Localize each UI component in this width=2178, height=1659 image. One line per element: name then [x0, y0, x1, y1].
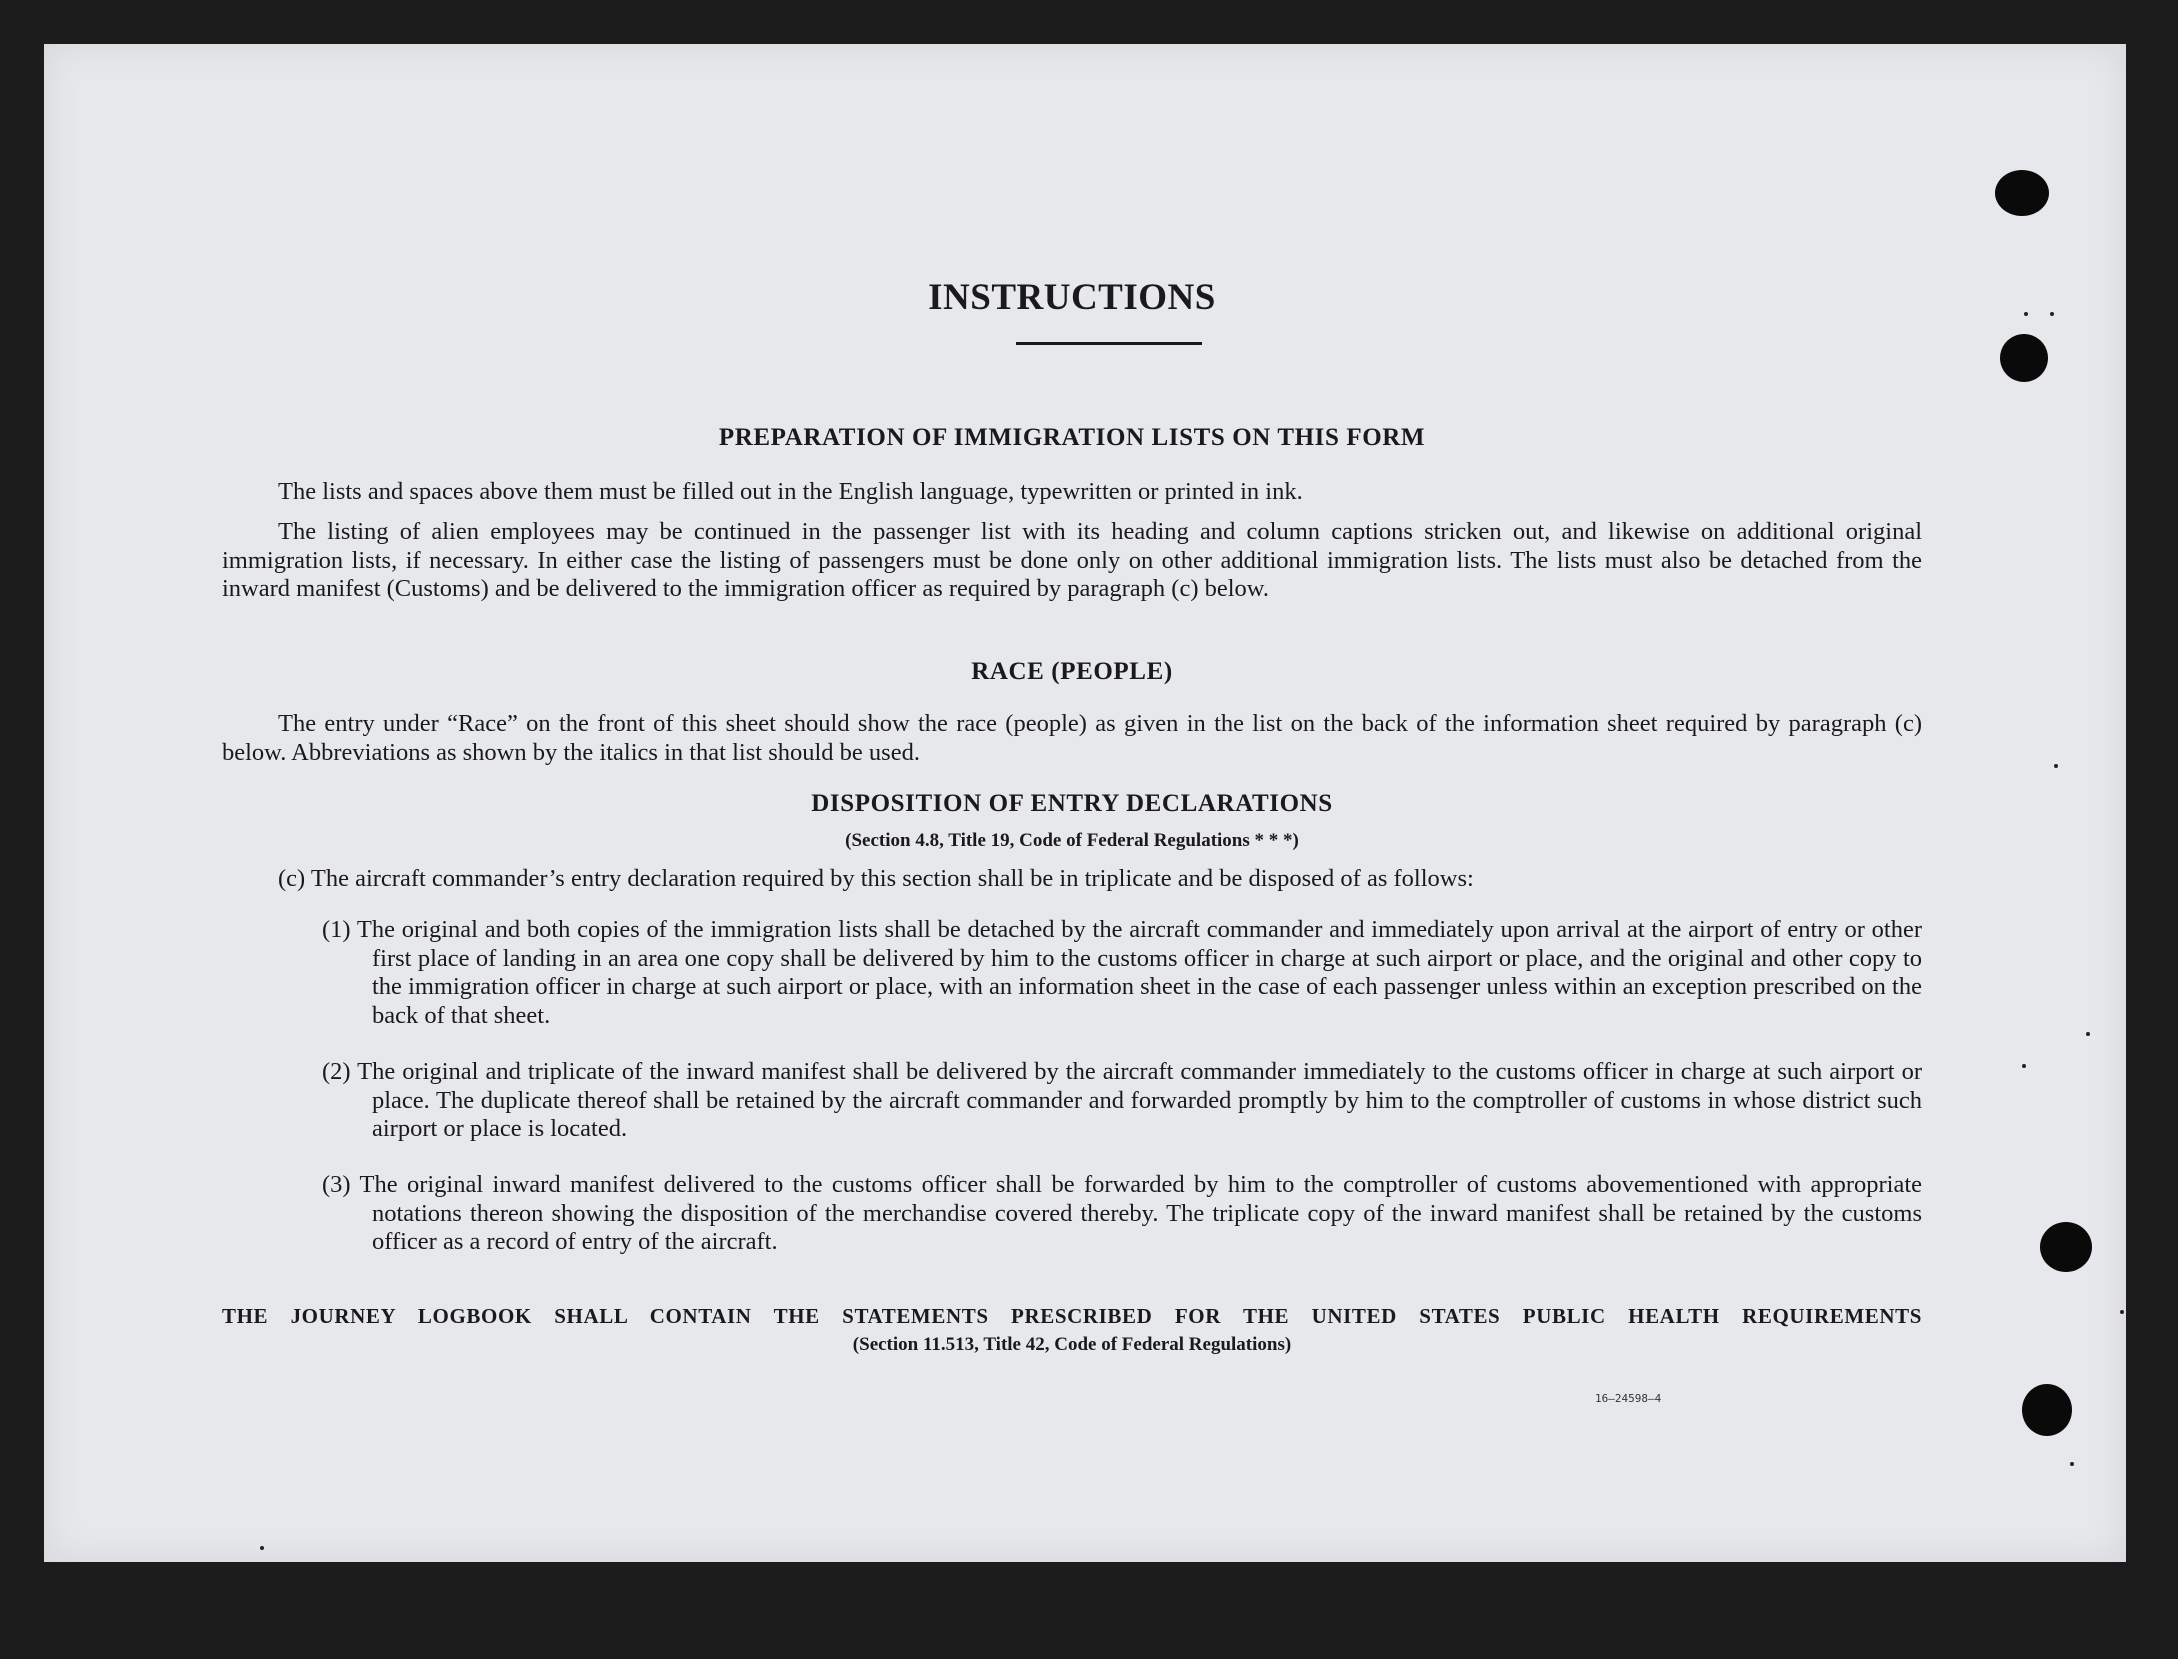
speck [2024, 312, 2028, 316]
list-item: (3) The original inward manifest delivered to the customs officer shall be forwarded by him to the comptroller of customs abovementioned with appropriate notations thereon showing the disposition of the merchandise covered thereby. The triplicate copy of the inward manifest shall be retained by the customs officer as a record of entry of the aircraft. [322, 1171, 1922, 1255]
form-number: 16—24598–4 [1595, 1392, 1662, 1405]
page-title: INSTRUCTIONS [928, 277, 1216, 318]
paragraph-language: The lists and spaces above them must be filled out in the English language, typewritten or printed in ink. [278, 478, 1303, 505]
punch-hole [2022, 1384, 2072, 1436]
footer-citation: (Section 11.513, Title 42, Code of Federal Regulations) [852, 1334, 1292, 1355]
punch-hole [1995, 170, 2049, 216]
document-page [44, 44, 2126, 1562]
section-heading-immigration-lists: PREPARATION OF IMMIGRATION LISTS ON THIS FORM [718, 424, 1426, 451]
punch-hole [2040, 1222, 2092, 1272]
paragraph-race: The entry under “Race” on the front of this sheet should show the race (people) as given in the list on the back of the information sheet required by paragraph (c) below. Abbreviations as shown by the italics in that list should be used. [222, 710, 1922, 766]
title-underline [1016, 342, 1202, 345]
speck [2086, 1032, 2090, 1036]
paragraph-c: (c) The aircraft commander’s entry declaration required by this section shall be in triplicate and be disposed of as follows: [278, 865, 1474, 892]
speck [2120, 1310, 2124, 1314]
list-item: (1) The original and both copies of the immigration lists shall be detached by the aircraft commander and immediately upon arrival at the airport of entry or other first place of landing in an area one copy shall be delivered by him to the customs officer in charge at such airport or place, and the original and other copy to the immigration officer in charge at such airport or place, with an information sheet in the case of each passenger unless within an exception prescribed on the back of that sheet. [322, 916, 1922, 1029]
speck [2070, 1462, 2074, 1466]
footer-health-requirements: THE JOURNEY LOGBOOK SHALL CONTAIN THE STATEMENTS PRESCRIBED FOR THE UNITED STATES PUBLIC HEALTH REQUIREMENTS [222, 1304, 1922, 1328]
speck [2054, 764, 2058, 768]
speck [2050, 312, 2054, 316]
section-heading-race: RACE (PEOPLE) [971, 658, 1173, 685]
section-citation: (Section 4.8, Title 19, Code of Federal Regulations * * *) [845, 830, 1299, 851]
list-item: (2) The original and triplicate of the inward manifest shall be delivered by the aircraft commander immediately to the customs officer in charge at such airport or place. The duplicate thereof shall be retained by the aircraft commander and forwarded promptly by him to the comptroller of customs in whose district such airport or place is located. [322, 1058, 1922, 1142]
paragraph-alien-employees: The listing of alien employees may be continued in the passenger list with its heading and column captions stricken out, and likewise on additional original immigration lists, if necessary. In either case the listing of passengers must be done only on other additional immigration lists. The lists must also be detached from the inward manifest (Customs) and be delivered to the immigration officer as required by paragraph (c) below. [222, 518, 1922, 602]
speck [260, 1546, 264, 1550]
section-heading-disposition: DISPOSITION OF ENTRY DECLARATIONS [811, 790, 1333, 817]
punch-hole [2000, 334, 2048, 382]
speck [2022, 1064, 2026, 1068]
